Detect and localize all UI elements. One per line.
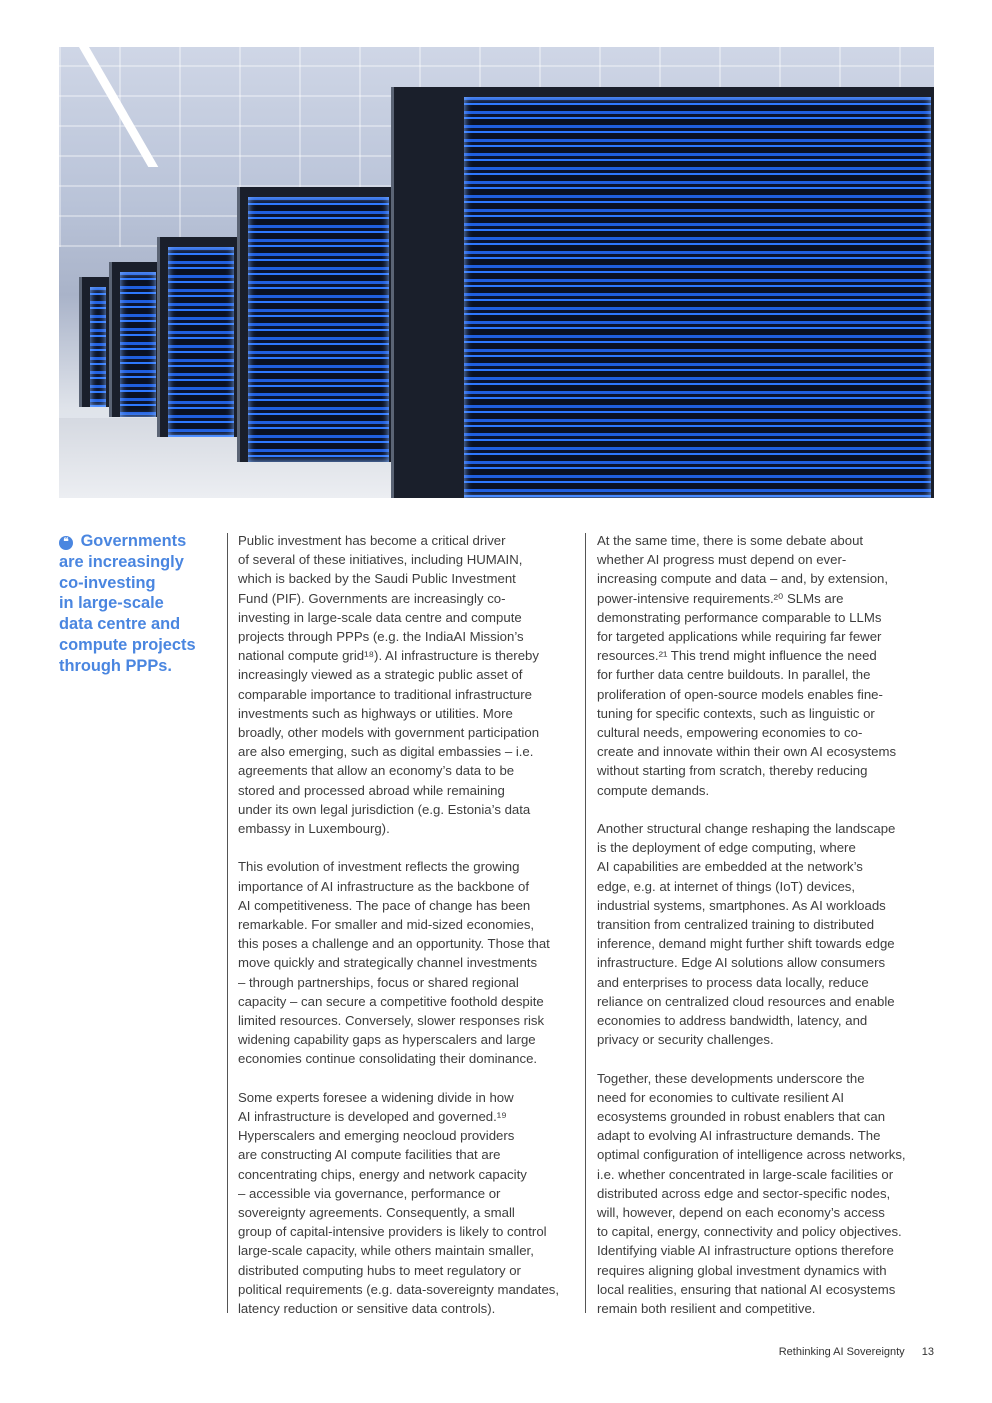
- text-line: without starting from scratch, thereby reducing: [597, 763, 868, 779]
- text-line: Some experts foresee a widening divide in how: [238, 1089, 514, 1105]
- text-line: limited resources. Conversely, slower responses risk: [238, 1013, 545, 1029]
- paragraph: [238, 1088, 583, 1318]
- paragraph: [597, 1069, 942, 1319]
- pull-quote: [59, 531, 224, 677]
- text-line: capacity – can secure a competitive foothold despite: [238, 993, 544, 1009]
- text-line: whether AI progress must depend on ever-: [597, 552, 847, 568]
- pull-quote-line: co-investing: [59, 573, 156, 592]
- text-line: to capital, energy, connectivity and policy objectives.: [597, 1224, 902, 1240]
- text-line: This evolution of investment reflects the growing: [238, 859, 520, 875]
- text-line: which is backed by the Saudi Public Investment: [238, 571, 516, 587]
- text-line: projects through PPPs (e.g. the IndiaAI Mission’s: [238, 629, 524, 645]
- text-line: demonstrating performance comparable to LLMs: [597, 609, 882, 625]
- text-line: privacy or security challenges.: [597, 1032, 774, 1048]
- text-line: will, however, depend on each economy’s access: [597, 1205, 885, 1221]
- text-line: remarkable. For smaller and mid-sized economies,: [238, 917, 535, 933]
- body-column-1: [238, 531, 583, 1337]
- server-rack: [79, 277, 112, 407]
- text-line: create and innovate within their own AI ecosystems: [597, 744, 897, 760]
- text-line: Another structural change reshaping the landscape: [597, 821, 896, 837]
- text-line: Identifying viable AI infrastructure options therefore: [597, 1243, 894, 1259]
- text-line: optimal configuration of intelligence across networks,: [597, 1147, 906, 1163]
- text-line: requires aligning global investment dynamics with: [597, 1262, 887, 1278]
- text-line: economies to address bandwidth, latency, and: [597, 1013, 868, 1029]
- text-line: large-scale capacity, while others maintain smaller,: [238, 1243, 534, 1259]
- text-line: Fund (PIF). Governments are increasingly co-: [238, 590, 506, 606]
- paragraph: [597, 819, 942, 1049]
- pull-quote-line: data centre and: [59, 615, 181, 634]
- text-line: ecosystems grounded in robust enablers that can: [597, 1109, 886, 1125]
- data-centre-photo: [59, 47, 934, 498]
- column-divider: [585, 533, 586, 1313]
- text-line: increasing compute and data – and, by extension,: [597, 571, 889, 587]
- text-line: importance of AI infrastructure as the backbone of: [238, 878, 530, 894]
- pull-quote-line: Governments: [80, 532, 187, 550]
- text-line: group of capital-intensive providers is likely to control: [238, 1224, 547, 1240]
- footer-title: Rethinking AI Sovereignty: [778, 1346, 905, 1358]
- text-line: adapt to evolving AI infrastructure demands. The: [597, 1128, 881, 1144]
- text-line: latency reduction or sensitive data controls).: [238, 1301, 496, 1317]
- text-line: national compute grid¹⁸). AI infrastructure is thereby: [238, 648, 539, 664]
- text-line: concentrating chips, energy and network capacity: [238, 1166, 527, 1182]
- text-line: – through partnerships, focus or shared regional: [238, 974, 519, 990]
- text-line: infrastructure. Edge AI solutions allow consumers: [597, 955, 886, 971]
- text-line: of several of these initiatives, including HUMAIN,: [238, 552, 523, 568]
- text-line: widening capability gaps as hyperscalers and large: [238, 1032, 536, 1048]
- text-line: political requirements (e.g. data-sovereignty mandates,: [238, 1281, 560, 1297]
- text-line: stored and processed abroad while remaining: [238, 782, 505, 798]
- text-line: are constructing AI compute facilities that are: [238, 1147, 501, 1163]
- quote-icon: ❝: [59, 536, 73, 550]
- text-line: edge, e.g. at internet of things (IoT) devices,: [597, 878, 856, 894]
- text-line: tuning for specific contexts, such as linguistic or: [597, 705, 875, 721]
- text-line: for targeted applications while requiring far fewer: [597, 629, 882, 645]
- text-line: power-intensive requirements.²⁰ SLMs are: [597, 590, 844, 606]
- text-line: are also emerging, such as digital embassies – i.e.: [238, 744, 534, 760]
- text-line: is the deployment of edge computing, where: [597, 840, 856, 856]
- text-line: increasingly viewed as a strategic public asset of: [238, 667, 523, 683]
- pull-quote-line: compute projects: [59, 635, 196, 654]
- text-line: Hyperscalers and emerging neocloud providers: [238, 1128, 515, 1144]
- text-line: remain both resilient and competitive.: [597, 1301, 816, 1317]
- server-rack: [157, 237, 240, 437]
- paragraph: [238, 857, 583, 1068]
- page-number: 13: [921, 1346, 934, 1358]
- body-column-2: [597, 531, 942, 1337]
- text-line: this poses a challenge and an opportunity. Those that: [238, 936, 550, 952]
- paragraph: [597, 531, 942, 800]
- text-line: distributed across edge and sector-specific nodes,: [597, 1185, 891, 1201]
- pull-quote-line: are increasingly: [59, 552, 184, 571]
- text-line: agreements that allow an economy’s data to be: [238, 763, 515, 779]
- text-line: reliance on centralized cloud resources and enable: [597, 993, 895, 1009]
- text-line: AI infrastructure is developed and governed.¹⁹: [238, 1109, 507, 1125]
- text-line: proliferation of open-source models enables fine-: [597, 686, 883, 702]
- text-line: transition from centralized training to distributed: [597, 917, 875, 933]
- text-line: under its own legal jurisdiction (e.g. Estonia’s data: [238, 801, 531, 817]
- text-line: broadly, other models with government participation: [238, 725, 540, 741]
- text-line: industrial systems, smartphones. As AI workloads: [597, 897, 886, 913]
- server-rack: [391, 87, 934, 498]
- text-line: for further data centre buildouts. In parallel, the: [597, 667, 871, 683]
- text-line: resources.²¹ This trend might influence the need: [597, 648, 877, 664]
- column-divider: [227, 533, 228, 1313]
- text-line: sovereignty agreements. Consequently, a small: [238, 1205, 515, 1221]
- text-line: AI competitiveness. The pace of change has been: [238, 897, 531, 913]
- text-line: embassy in Luxembourg).: [238, 821, 390, 837]
- text-line: distributed computing hubs to meet regulatory or: [238, 1262, 521, 1278]
- pull-quote-line: through PPPs.: [59, 656, 172, 675]
- text-line: inference, demand might further shift towards edge: [597, 936, 895, 952]
- text-line: compute demands.: [597, 782, 710, 798]
- text-line: Public investment has become a critical driver: [238, 533, 506, 548]
- text-line: AI capabilities are embedded at the network’s: [597, 859, 863, 875]
- text-line: investments such as highways or utilities. More: [238, 705, 513, 721]
- server-rack: [237, 187, 395, 462]
- text-line: – accessible via governance, performance or: [238, 1185, 501, 1201]
- text-line: i.e. whether concentrated in large-scale facilities or: [597, 1166, 894, 1182]
- pull-quote-line: in large-scale: [59, 594, 164, 613]
- text-line: and enterprises to process data locally, reduce: [597, 974, 869, 990]
- text-line: Together, these developments underscore the: [597, 1070, 865, 1086]
- text-line: economies continue consolidating their dominance.: [238, 1051, 538, 1067]
- page-footer: [779, 1346, 934, 1358]
- text-line: investing in large-scale data centre and compute: [238, 609, 522, 625]
- text-line: cultural needs, empowering economies to co-: [597, 725, 863, 741]
- server-rack: [109, 262, 162, 417]
- paragraph: [238, 531, 583, 838]
- text-line: local realities, ensuring that national AI ecosystems: [597, 1281, 896, 1297]
- text-line: At the same time, there is some debate about: [597, 533, 864, 548]
- text-line: move quickly and strategically channel investments: [238, 955, 538, 971]
- text-line: comparable importance to traditional infrastructure: [238, 686, 532, 702]
- text-line: need for economies to cultivate resilient AI: [597, 1089, 845, 1105]
